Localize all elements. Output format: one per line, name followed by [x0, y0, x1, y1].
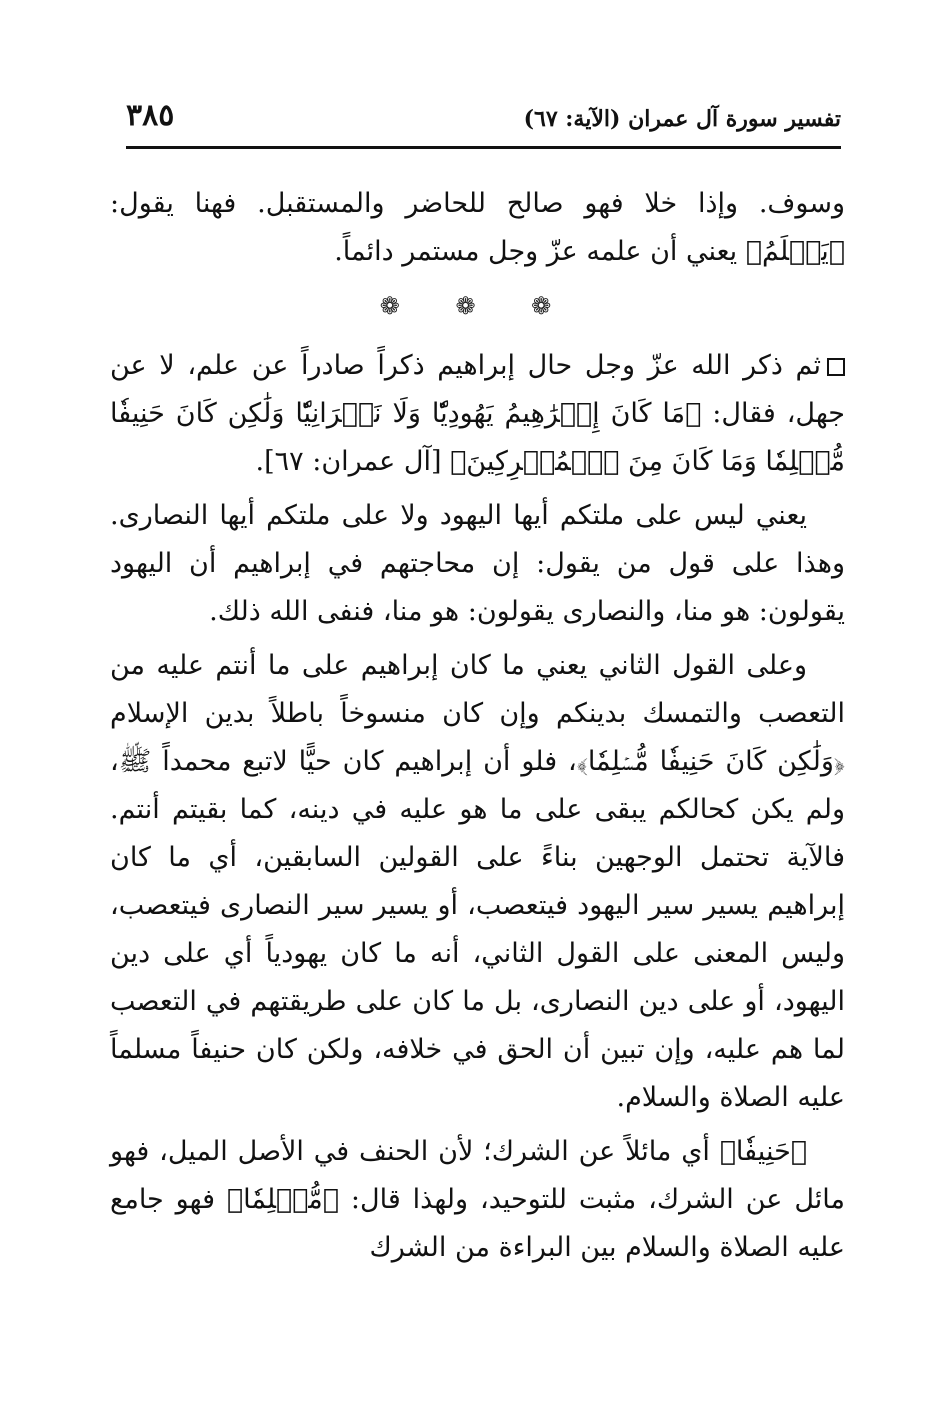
page-body — [110, 180, 845, 1278]
paragraph: وعلى القول الثاني يعني ما كان إبراهيم على ما أنتم عليه من التعصب والتمسك بدينكم وإن كان منسوخاً باطلاً بدين الإسلام ﴿وَلَٰكِن كَانَ حَنِيفٗا مُّسۡلِمٗا﴾، فلو أن إبراهيم كان حيًّا لاتبع محمداً ﷺ، ولم يكن كحالكم يبقى على ما هو عليه في دينه، كما بقيتم أنتم. فالآية تحتمل الوجهين بناءً على القولين السابقين، أي ما كان إبراهيم يسير سير اليهود فيتعصب، أو يسير سير النصارى فيتعصب، وليس المعنى على القول الثاني، أنه ما كان يهودياً أي على دين اليهود، أو على دين النصارى، بل ما كان على طريقتهم في التعصب لما هم عليه، وإن تبين أن الحق في خلافه، ولكن كان حنيفاً مسلماً عليه الصلاة والسلام. — [110, 650, 845, 1113]
running-title: تفسير سورة آل عمران (الآية: ٦٧) — [523, 106, 841, 132]
paragraph-text: ثم ذكر الله عزّ وجل حال إبراهيم ذكراً صادراً عن علم، لا عن جهل، فقال: ﴿مَا كَانَ إِبۡرَٰهِيمُ يَهُودِيّٗا وَلَا نَصۡرَانِيّٗا وَلَٰكِن كَانَ حَنِيفٗا مُّسۡلِمٗا وَمَا كَانَ مِنَ ٱلۡمُشۡرِكِينَ﴾ [آل عمران: ٦٧]. — [110, 350, 845, 477]
paragraph: ﴿حَنِيفٗا﴾ أي مائلاً عن الشرك؛ لأن الحنف في الأصل الميل، فهو مائل عن الشرك، مثبت للتوحيد، ولهذا قال: ﴿مُّسۡلِمٗا﴾ فهو جامع عليه الصلاة والسلام بين البراءة من الشرك — [110, 1136, 845, 1263]
section-separator: ❁ ❁ ❁ — [379, 292, 576, 320]
section-marker-icon — [827, 358, 845, 376]
page-number: ٣٨٥ — [126, 98, 175, 133]
paragraph: يعني ليس على ملتكم أيها اليهود ولا على ملتكم أيها النصارى. وهذا على قول من يقول: إن محاجتهم في إبراهيم أن اليهود يقولون: هو منا، والنصارى يقولون: هو منا، فنفى الله ذلك. — [110, 500, 845, 627]
page-header — [126, 96, 841, 149]
paragraph-continuation: وسوف. وإذا خلا فهو صالح للحاضر والمستقبل. فهنا يقول: ﴿يَعۡلَمُ﴾ يعني أن علمه عزّ وجل مستمر دائماً. — [110, 188, 845, 267]
paragraph-section-start — [110, 342, 845, 486]
